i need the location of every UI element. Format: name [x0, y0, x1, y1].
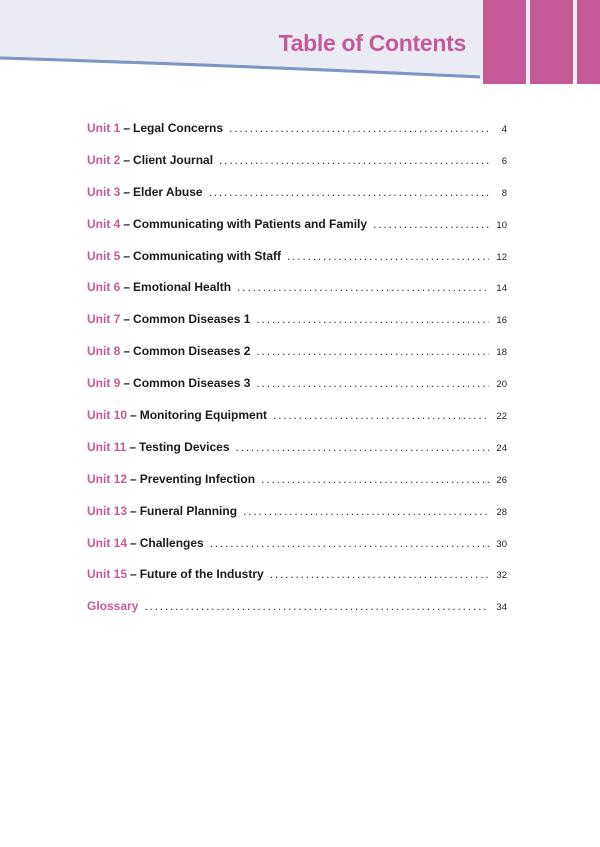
- leader-dots: [373, 217, 489, 231]
- toc-page-number: 14: [496, 283, 507, 295]
- toc-unit-label: Unit 8: [87, 344, 121, 359]
- toc-entry-title: Client Journal: [133, 152, 214, 167]
- toc-unit-label: Unit 9: [87, 376, 121, 391]
- toc-entry-title: Emotional Health: [133, 280, 232, 295]
- leader-dots: [144, 599, 489, 613]
- toc-entry-title: Communicating with Staff: [133, 248, 282, 263]
- toc-entry-title: Common Diseases 1: [133, 312, 251, 327]
- header-tabs: [480, 0, 600, 84]
- toc-entry-unit-12[interactable]: Unit 12 – Preventing Infection ..... 26: [87, 472, 507, 504]
- toc-entry-unit-3[interactable]: Unit 3 – Elder Abuse ..... 8: [87, 185, 507, 217]
- toc-entry-title: Common Diseases 3: [133, 376, 251, 391]
- toc-page-number: 30: [496, 538, 507, 550]
- toc-entry-unit-14[interactable]: Unit 14 – Challenges ..... 30: [87, 536, 507, 568]
- toc-unit-label: Unit 12: [87, 471, 128, 486]
- toc-entry-unit-9[interactable]: Unit 9 – Common Diseases 3 ..... 20: [87, 376, 507, 408]
- leader-dots: [270, 567, 489, 581]
- toc-page-number: 20: [496, 379, 507, 391]
- toc-entry-unit-8[interactable]: Unit 8 – Common Diseases 2 ..... 18: [87, 344, 507, 376]
- toc-unit-label: Unit 15: [87, 567, 128, 582]
- toc-page-number: 32: [496, 570, 507, 582]
- leader-dots: [229, 121, 489, 135]
- toc-entry-unit-5[interactable]: Unit 5 – Communicating with Staff ..... 12: [87, 249, 507, 281]
- leader-dots: [237, 280, 489, 294]
- leader-dots: [209, 185, 489, 199]
- leader-dots: [273, 408, 489, 422]
- toc-page-number: 26: [496, 474, 507, 486]
- leader-dots: [256, 344, 489, 358]
- leader-dots: [261, 472, 489, 486]
- toc-entry-unit-4[interactable]: Unit 4 – Communicating with Patients and Family ..... 10: [87, 217, 507, 249]
- toc-entry-title: Monitoring Equipment: [139, 408, 268, 423]
- toc-unit-label: Unit 7: [87, 312, 121, 327]
- header-tab: [530, 0, 573, 84]
- toc-page-number: 22: [496, 411, 507, 423]
- toc-entry-title: Funeral Planning: [139, 503, 238, 518]
- toc-unit-label: Unit 11: [87, 439, 127, 454]
- leader-dots: [287, 249, 489, 263]
- toc-unit-label: Unit 10: [87, 408, 128, 423]
- toc-page-number: 4: [501, 124, 507, 135]
- toc-glossary-label: Glossary: [87, 599, 139, 614]
- toc-unit-label: Unit 1: [87, 121, 121, 135]
- leader-dots: [236, 440, 489, 454]
- toc-unit-label: Unit 5: [87, 248, 121, 263]
- leader-dots: [243, 504, 489, 518]
- leader-dots: [256, 312, 489, 326]
- header-tab: [483, 0, 526, 84]
- toc-entry-unit-2[interactable]: Unit 2 – Client Journal ..... 6: [87, 153, 507, 185]
- toc-page-number: 24: [496, 442, 507, 454]
- toc-entry-glossary[interactable]: [87, 599, 507, 631]
- toc-page-number: 8: [501, 187, 507, 199]
- toc-entry-unit-7[interactable]: Unit 7 – Common Diseases 1 ..... 16: [87, 312, 507, 344]
- toc-unit-label: Unit 6: [87, 280, 121, 295]
- toc-page-number: 12: [496, 251, 507, 263]
- toc-entry-unit-13[interactable]: Unit 13 – Funeral Planning ..... 28: [87, 504, 507, 536]
- toc-entry-title: Testing Devices: [139, 439, 230, 454]
- leader-dots: [210, 536, 489, 550]
- toc-entry-title: Future of the Industry: [139, 567, 264, 582]
- toc-unit-label: Unit 4: [87, 216, 121, 231]
- toc-entry-unit-6[interactable]: Unit 6 – Emotional Health ..... 14: [87, 280, 507, 312]
- toc-page-number: 34: [496, 602, 507, 614]
- toc-entry-title: Preventing Infection: [139, 471, 256, 486]
- header-tab: [577, 0, 600, 84]
- leader-dots: [256, 376, 489, 390]
- toc-entry-unit-11[interactable]: Unit 11 – Testing Devices ..... 24: [87, 440, 507, 472]
- toc-page-number: 16: [496, 315, 507, 327]
- toc-entry-title: Elder Abuse: [133, 184, 203, 199]
- toc-entry-unit-1[interactable]: Unit 1 – Legal Concerns ..... 4: [87, 121, 507, 153]
- toc-entry-title: Legal Concerns: [133, 121, 224, 135]
- toc-unit-label: Unit 14: [87, 535, 128, 550]
- toc-page-number: 28: [496, 506, 507, 518]
- toc-entry-title: Common Diseases 2: [133, 344, 251, 359]
- toc-entry-unit-15[interactable]: Unit 15 – Future of the Industry ..... 32: [87, 567, 507, 599]
- toc-page-number: 18: [496, 347, 507, 359]
- toc-page-number: 10: [496, 219, 507, 231]
- toc-list: [87, 121, 507, 631]
- toc-unit-label: Unit 3: [87, 184, 121, 199]
- toc-unit-label: Unit 13: [87, 503, 128, 518]
- leader-dots: [219, 153, 489, 167]
- toc-page-number: 6: [501, 155, 507, 167]
- toc-entry-title: Communicating with Patients and Family: [133, 216, 368, 231]
- toc-unit-label: Unit 2: [87, 152, 121, 167]
- page-title: Table of Contents: [278, 30, 466, 56]
- toc-entry-unit-10[interactable]: Unit 10 – Monitoring Equipment ..... 22: [87, 408, 507, 440]
- toc-entry-title: Challenges: [139, 535, 204, 550]
